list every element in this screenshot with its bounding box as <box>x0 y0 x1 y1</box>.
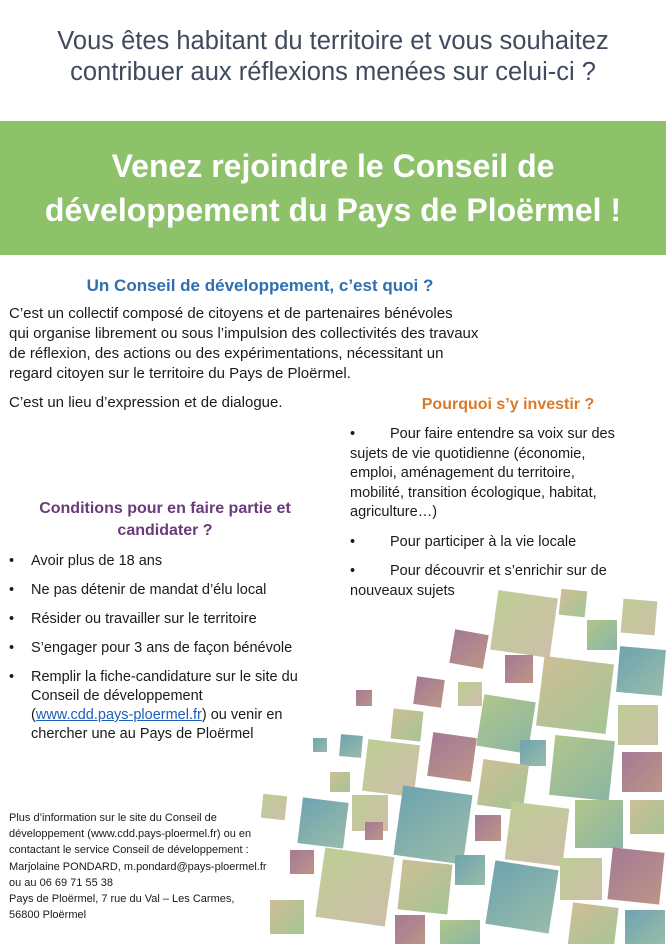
what-line: C’est un collectif composé de citoyens et de partenaires bénévoles <box>9 305 453 322</box>
deco-square <box>330 772 350 792</box>
why-line: Pour participer à la vie locale <box>390 533 577 550</box>
why-list <box>350 425 650 611</box>
what-heading: Un Conseil de développement, c’est quoi ? <box>86 276 434 295</box>
condition-text: Avoir plus de 18 ans <box>31 553 163 569</box>
intro-text <box>0 26 666 88</box>
deco-square <box>616 646 666 696</box>
deco-square <box>549 735 615 801</box>
deco-square <box>587 620 617 650</box>
list-item <box>9 610 329 629</box>
bullet-icon: • <box>9 640 15 656</box>
deco-square <box>485 860 558 933</box>
footer-line: développement (www.cdd.pays-ploermel.fr) ou en <box>9 828 252 841</box>
list-item <box>350 533 650 553</box>
deco-square <box>440 920 480 944</box>
banner-line-1: Venez rejoindre le Conseil de <box>111 148 555 184</box>
list-item <box>9 552 329 571</box>
deco-square <box>393 785 472 864</box>
condition-text: Conseil de développement <box>31 688 203 704</box>
why-line: sujets de vie quotidienne (économie, <box>350 445 586 462</box>
footer-line: Plus d’information sur le site du Conseil de <box>9 812 217 824</box>
why-line: nouveaux sujets <box>350 582 455 599</box>
deco-square <box>458 682 482 706</box>
condition-text: S’engager pour 3 ans de façon bénévole <box>31 640 293 656</box>
conditions-list <box>9 552 329 754</box>
deco-square <box>352 795 388 831</box>
condition-text: ( <box>31 707 36 723</box>
bullet-icon: • <box>350 533 356 550</box>
conditions-heading <box>20 498 310 542</box>
why-line: Pour découvrir et s’enrichir sur de <box>390 563 607 579</box>
deco-square <box>413 676 445 708</box>
what-paragraph-2: C’est un lieu d’expression et de dialogue. <box>9 394 283 411</box>
what-line: regard citoyen sur le territoire du Pays de Ploërmel. <box>9 365 351 382</box>
contact-footer <box>9 810 299 923</box>
why-line: mobilité, transition écologique, habitat, <box>350 484 597 501</box>
why-heading: Pourquoi s’y investir ? <box>421 396 595 413</box>
condition-text: ) ou venir en <box>201 707 283 723</box>
condition-text: Ne pas détenir de mandat d’élu local <box>31 582 267 598</box>
why-line: agriculture…) <box>350 504 438 520</box>
list-item <box>350 425 650 523</box>
deco-square <box>395 915 425 944</box>
deco-square <box>315 847 394 926</box>
deco-square <box>362 739 420 797</box>
list-item <box>9 639 329 658</box>
condition-text: Résider ou travailler sur le territoire <box>31 611 257 627</box>
deco-square <box>625 910 665 944</box>
conditions-heading-line-2: candidater ? <box>117 522 213 539</box>
footer-line: Marjolaine PONDARD, m.pondard@pays-ploermel.fr <box>9 860 267 873</box>
footer-line: ou au 06 69 71 55 38 <box>9 876 113 889</box>
deco-square <box>391 709 424 742</box>
deco-square <box>630 800 664 834</box>
bullet-icon: • <box>9 669 15 685</box>
what-line: de réflexion, des actions ou des expérimentations, nécessitant un <box>9 345 444 362</box>
condition-text: Remplir la fiche-candidature sur le site du <box>31 669 298 685</box>
intro-line-1: Vous êtes habitant du territoire et vous souhaitez <box>57 27 609 55</box>
deco-square <box>618 705 658 745</box>
footer-line: Pays de Ploërmel, 7 rue du Val – Les Carmes, <box>9 893 235 906</box>
deco-square <box>607 847 664 904</box>
footer-line: 56800 Ploërmel <box>9 909 87 922</box>
deco-square <box>575 800 623 848</box>
deco-square <box>536 656 614 734</box>
deco-square <box>455 855 485 885</box>
intro-line-2: contribuer aux réflexions menées sur celui-ci ? <box>70 58 596 86</box>
conditions-heading-line-1: Conditions pour en faire partie et <box>39 500 291 517</box>
banner-line-2: développement du Pays de Ploërmel ! <box>44 192 622 228</box>
deco-square <box>505 655 533 683</box>
deco-square <box>339 734 363 758</box>
deco-square <box>297 797 348 848</box>
deco-square <box>567 902 618 944</box>
bullet-icon: • <box>9 582 15 598</box>
what-line: qui organise librement ou sous l’impulsion des collectivités des travaux <box>9 325 479 342</box>
condition-text: chercher une au Pays de Ploërmel <box>31 726 254 742</box>
bullet-icon: • <box>9 553 15 569</box>
deco-square <box>427 732 477 782</box>
deco-square <box>505 802 570 867</box>
deco-square <box>520 740 546 766</box>
deco-square <box>476 694 535 753</box>
deco-square <box>356 690 372 706</box>
deco-square <box>398 860 453 915</box>
why-line: emploi, aménagement du territoire, <box>350 465 575 481</box>
deco-square <box>449 629 488 668</box>
list-item <box>350 562 650 601</box>
deco-square <box>560 858 602 900</box>
list-item <box>9 668 329 744</box>
deco-square <box>365 822 383 840</box>
bullet-icon: • <box>9 611 15 627</box>
deco-square <box>477 759 529 811</box>
footer-line: contactant le service Conseil de développement : <box>9 844 249 857</box>
bullet-icon: • <box>350 426 356 442</box>
deco-square <box>622 752 662 792</box>
list-item <box>9 581 329 600</box>
banner <box>0 121 666 255</box>
bullet-icon: • <box>350 563 356 579</box>
what-paragraph-1 <box>9 304 529 384</box>
deco-square <box>475 815 501 841</box>
why-line: Pour faire entendre sa voix sur des <box>390 426 615 442</box>
website-link[interactable]: www.cdd.pays-ploermel.fr <box>35 707 202 723</box>
